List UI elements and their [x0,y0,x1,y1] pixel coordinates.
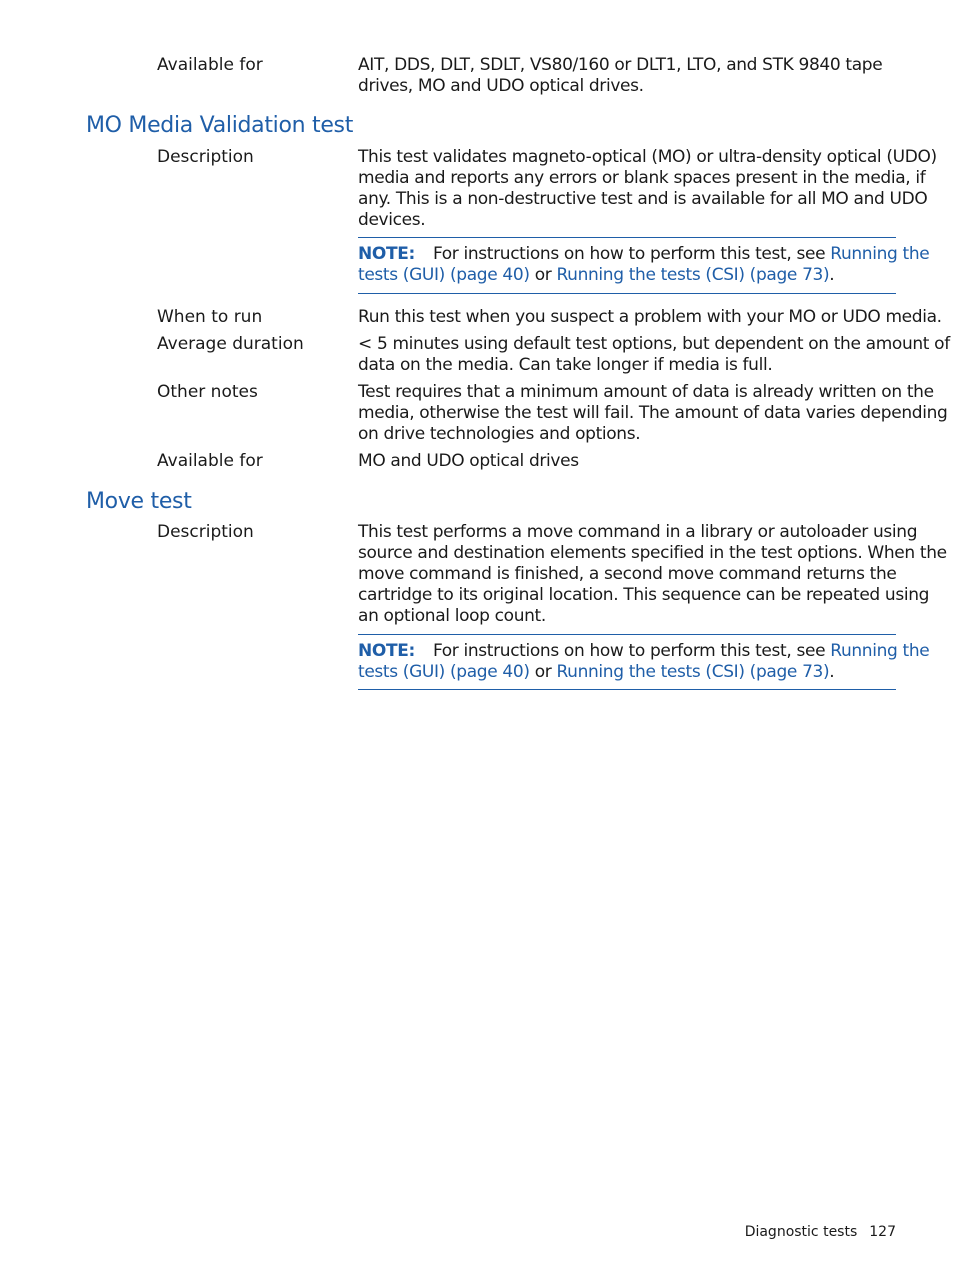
running-tests-csi-link[interactable]: Running the tests (CSI) (page 73) [556,662,830,682]
value-line: any. This is a non-destructive test and is available for all MO and UDO [358,189,928,209]
when-to-run-value [358,307,942,328]
available-for-label: Available for [157,451,263,471]
running-tests-csi-link[interactable]: Running the tests (CSI) (page 73) [556,265,830,285]
note-or: or [534,662,552,682]
value-line: Run this test when you suspect a problem with your MO or UDO media. [358,307,942,327]
available-for-label: Available for [157,55,263,75]
value-line: This test performs a move command in a library or autoloader using [358,522,918,542]
note-end: . [829,662,835,682]
move-test-heading: Move test [86,489,192,514]
available-for-value [358,451,898,472]
note-line [358,244,930,265]
description-value [358,522,947,627]
description-label: Description [157,522,254,542]
page-footer [745,1223,896,1241]
average-duration-value [358,334,950,376]
value-line: devices. [358,210,426,230]
value-line: source and destination elements specified in the test options. When the [358,543,947,563]
note-end: . [829,265,835,285]
value-line: cartridge to its original location. This sequence can be repeated using [358,585,930,605]
value-line: drives, MO and UDO optical drives. [358,76,644,96]
average-duration-label: Average duration [157,334,304,354]
running-tests-gui-link-cont[interactable]: tests (GUI) (page 40) [358,265,530,285]
available-for-value [358,55,898,97]
value-line: media, otherwise the test will fail. The amount of data varies depending [358,403,948,423]
note-line [358,662,896,683]
value-line: This test validates magneto-optical (MO) or ultra-density optical (UDO) [358,147,937,167]
value-line: an optional loop count. [358,606,546,626]
value-line: < 5 minutes using default test options, but dependent on the amount of [358,334,950,354]
mo-note-box [358,237,930,294]
note-or: or [534,265,552,285]
description-label: Description [157,147,254,167]
when-to-run-label: When to run [157,307,263,327]
value-line: media and reports any errors or blank spaces present in the media, if [358,168,926,188]
other-notes-label: Other notes [157,382,258,402]
running-tests-gui-link[interactable]: Running the [830,641,930,661]
description-value [358,147,937,231]
note-text: For instructions on how to perform this test, see [432,641,826,661]
note-line [358,265,896,286]
move-note-box [358,634,930,690]
footer-section-title: Diagnostic tests [744,1224,858,1240]
other-notes-value [358,382,948,445]
value-line: MO and UDO optical drives [358,451,579,471]
note-label: NOTE: [358,641,415,661]
value-line: on drive technologies and options. [358,424,641,444]
note-label: NOTE: [358,244,415,264]
mo-media-validation-heading: MO Media Validation test [86,113,354,138]
value-line: data on the media. Can take longer if media is full. [358,355,773,375]
note-line [358,641,930,662]
value-line: Test requires that a minimum amount of data is already written on the [358,382,934,402]
value-line: move command is finished, a second move command returns the [358,564,897,584]
running-tests-gui-link[interactable]: Running the [830,244,930,264]
running-tests-gui-link-cont[interactable]: tests (GUI) (page 40) [358,662,530,682]
page-number: 127 [869,1224,896,1240]
note-text: For instructions on how to perform this test, see [432,244,826,264]
value-line: AIT, DDS, DLT, SDLT, VS80/160 or DLT1, LTO, and STK 9840 tape [358,55,883,75]
